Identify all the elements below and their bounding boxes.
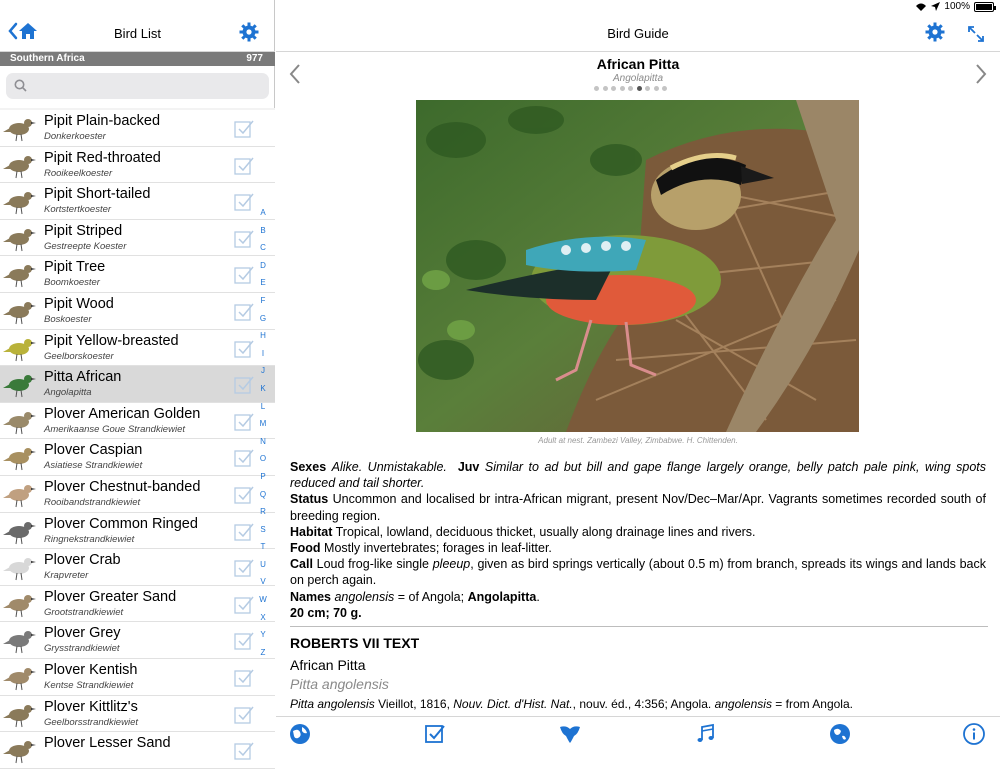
bird-list-row[interactable]: [0, 732, 275, 769]
bird-icon[interactable]: [558, 722, 582, 746]
bird-afrikaans-name: Angolapitta: [44, 387, 92, 399]
bird-list-row[interactable]: [0, 256, 275, 293]
checkbox-icon[interactable]: [234, 375, 254, 395]
photo-caption: Adult at nest. Zambezi Valley, Zimbabwe. H. Chittenden.: [538, 436, 738, 445]
bird-thumbnail-icon: [2, 297, 38, 325]
checkbox-icon[interactable]: [234, 631, 254, 651]
bird-guide-navbar: [276, 14, 1000, 52]
bird-common-name: Pipit Plain-backed: [44, 113, 161, 129]
index-letter[interactable]: E: [260, 278, 266, 288]
bird-afrikaans-name: Ringnekstrandkiewiet: [44, 533, 135, 545]
bird-afrikaans-name: Rooikeelkoester: [44, 167, 113, 179]
checkbox-icon[interactable]: [234, 668, 254, 688]
roberts-reference: Pitta angolensis Vieillot, 1816, Nouv. Dict. d'Hist. Nat., nouv. éd., 4:356; Angola. angolensis = from Angola.: [290, 697, 853, 711]
names-afrikaans: Angolapitta: [467, 589, 537, 604]
index-letter[interactable]: J: [261, 366, 265, 376]
bird-thumbnail-icon: [2, 334, 38, 362]
roberts-scientific-name: Pitta angolensis: [290, 676, 389, 692]
bird-list-row[interactable]: [0, 330, 275, 367]
call-sound: pleeup: [432, 557, 471, 572]
index-letter[interactable]: Z: [260, 647, 266, 657]
checkbox-icon[interactable]: [234, 156, 254, 176]
index-letter[interactable]: U: [260, 559, 266, 569]
index-letter[interactable]: V: [260, 577, 266, 587]
index-letter[interactable]: C: [260, 243, 266, 253]
bird-thumbnail-icon: [2, 151, 38, 179]
index-letter[interactable]: F: [260, 295, 266, 305]
page-dot[interactable]: [611, 86, 616, 91]
bird-list-row[interactable]: [0, 403, 275, 440]
bird-list: [0, 113, 275, 752]
checklist-icon[interactable]: [423, 722, 447, 746]
bird-thumbnail-icon: [2, 187, 38, 215]
page-dot[interactable]: [645, 86, 650, 91]
status-label: Status: [290, 492, 329, 507]
bird-afrikaans-name: Grysstrandkiewiet: [44, 643, 120, 655]
bird-thumbnail-icon: [2, 663, 38, 691]
bird-list-row[interactable]: [0, 183, 275, 220]
info-icon[interactable]: [962, 722, 986, 746]
bird-afrikaans-name: Grootstrandkiewiet: [44, 606, 124, 618]
bird-common-name: Plover Greater Sand: [44, 588, 177, 605]
bird-guide-title: Bird Guide: [607, 26, 669, 41]
map-globe-icon[interactable]: [828, 722, 852, 746]
page-dot[interactable]: [637, 86, 642, 91]
bird-list-row[interactable]: [0, 659, 275, 696]
bird-list-row[interactable]: [0, 696, 275, 733]
settings-gear-icon[interactable]: [925, 22, 945, 42]
species-description: Sexes Alike. Unmistakable. Juv Similar to ad but bill and gape flange largely orange, belly patch pale pink, wing spots reduced and tail shorter. Status Uncommon and localised br intra-African migrant, present Nov/Dec–Mar/Apr. Vagrants sometimes recorded south of breeding region. Habitat Tropical, lowland, deciduous thicket, usually along drainage lines and rivers. Food Mostly invertebrates; forages in leaf-litter. Call Loud frog-like single pleeup, given as bird springs vertically (about 0.5 m) from branch, spreads its wings and lands back on perch again. Names angolensis = of Angola; Angolapitta. 20 cm; 70 g.: [290, 460, 987, 620]
battery-percent: 100%: [944, 1, 970, 12]
bird-afrikaans-name: Rooibandstrandkiewiet: [44, 496, 141, 508]
index-letter[interactable]: O: [259, 454, 267, 464]
bird-list-row[interactable]: [0, 622, 275, 659]
bird-afrikaans-name: Boomkoester: [44, 277, 100, 289]
bird-thumbnail-icon: [2, 736, 38, 764]
bird-thumbnail-icon: [2, 626, 38, 654]
roberts-heading: ROBERTS VII TEXT: [290, 635, 420, 651]
index-letter[interactable]: G: [259, 313, 267, 323]
bird-list-title: Bird List: [114, 26, 161, 41]
bird-afrikaans-name: Asiatiese Strandkiewiet: [44, 460, 143, 472]
bird-thumbnail-icon: [2, 517, 38, 545]
bird-common-name: Plover Common Ringed: [44, 515, 198, 532]
bird-list-row[interactable]: [0, 220, 275, 257]
bird-common-name: Plover Caspian: [44, 442, 143, 459]
bird-thumbnail-icon: [2, 224, 38, 252]
bird-afrikaans-name: Kentse Strandkiewiet: [44, 679, 134, 691]
bird-list-row[interactable]: [0, 476, 275, 513]
bird-common-name: Plover Crab: [44, 552, 121, 569]
checkbox-icon[interactable]: [234, 595, 254, 615]
bird-guide-pane: [276, 0, 1000, 750]
section-divider: [290, 626, 988, 627]
index-letter[interactable]: Y: [260, 630, 266, 640]
names-latin: angolensis: [334, 589, 395, 604]
bird-common-name: Plover Grey: [44, 625, 121, 642]
habitat-text: Tropical, lowland, deciduous thicket, usually along drainage lines and rivers.: [335, 524, 756, 539]
checkbox-icon[interactable]: [234, 705, 254, 725]
habitat-label: Habitat: [290, 524, 333, 539]
region-bar[interactable]: [0, 52, 275, 66]
bird-afrikaans-name: Boskoester: [44, 313, 92, 325]
page-dot[interactable]: [603, 86, 608, 91]
index-letter[interactable]: M: [259, 419, 267, 429]
bird-list-pane: [0, 0, 275, 750]
bird-name: African Pitta: [596, 56, 680, 72]
bird-list-row[interactable]: [0, 147, 275, 184]
juv-text: Similar to ad but bill and gape flange largely orange, belly patch pale pink, wing spots reduced and tail shorter.: [290, 460, 986, 491]
roberts-common-name: African Pitta: [290, 657, 366, 673]
bird-afrikaans-name: Amerikaanse Goue Strandkiewiet: [44, 423, 185, 435]
names-text: = of Angola;: [394, 589, 468, 604]
alphabet-index[interactable]: [256, 204, 270, 661]
page-dot[interactable]: [594, 86, 599, 91]
bird-thumbnail-icon: [2, 443, 38, 471]
bottom-toolbar: [276, 716, 1000, 750]
checkbox-icon[interactable]: [234, 119, 254, 139]
sexes-text: Alike. Unmistakable.: [331, 460, 447, 474]
checkbox-icon[interactable]: [234, 741, 254, 761]
call-text: Loud frog-like single: [316, 557, 429, 572]
checkbox-icon[interactable]: [234, 448, 254, 468]
page-indicator[interactable]: [594, 86, 667, 91]
bird-photo[interactable]: [416, 100, 859, 432]
index-letter[interactable]: Q: [259, 489, 267, 499]
index-letter[interactable]: R: [260, 507, 266, 517]
bird-afrikaans-name: Gestreepte Koester: [44, 240, 127, 252]
checkbox-icon[interactable]: [234, 339, 254, 359]
index-letter[interactable]: P: [260, 471, 266, 481]
bird-list-row[interactable]: [0, 549, 275, 586]
bird-common-name: Plover Kentish: [44, 661, 138, 678]
search-icon: [14, 79, 27, 92]
juv-label: Juv: [457, 460, 480, 474]
bird-common-name: Pipit Yellow-breasted: [44, 332, 179, 349]
bird-thumbnail-icon: [2, 260, 38, 288]
checkbox-icon[interactable]: [234, 485, 254, 505]
pitta-photo-illustration: [416, 100, 859, 432]
index-letter[interactable]: I: [261, 348, 265, 358]
bird-afrikaans-name: Geelborsstrandkiewiet: [44, 716, 138, 728]
settings-gear-icon[interactable]: [239, 22, 259, 42]
globe-icon[interactable]: [288, 722, 312, 746]
index-letter[interactable]: T: [260, 542, 266, 552]
bird-common-name: Plover Lesser Sand: [44, 735, 171, 752]
food-label: Food: [290, 541, 321, 556]
bird-afrikaans-name: Angolapitta: [612, 73, 664, 84]
page-dot[interactable]: [620, 86, 625, 91]
bird-afrikaans-name: Kortstertkoester: [44, 204, 112, 216]
bird-afrikaans-name: Krapvreter: [44, 570, 89, 582]
page-dot[interactable]: [628, 86, 633, 91]
index-letter[interactable]: W: [259, 595, 267, 605]
bird-common-name: Pipit Tree: [44, 259, 106, 276]
bird-thumbnail-icon: [2, 700, 38, 728]
bird-afrikaans-name: Geelborskoester: [44, 350, 114, 362]
bird-thumbnail-icon: [2, 114, 38, 142]
page-dot[interactable]: [654, 86, 659, 91]
bird-thumbnail-icon: [2, 407, 38, 435]
bird-common-name: Plover American Golden: [44, 405, 201, 422]
checkbox-icon[interactable]: [234, 302, 254, 322]
call-text-rest: , given as bird springs vertically (about 0.5 m) from branch, spreads its wings and lands back on perch again.: [290, 557, 987, 588]
names-label: Names: [290, 589, 331, 604]
region-name: Southern Africa: [10, 53, 85, 64]
checkbox-icon[interactable]: [234, 522, 254, 542]
index-letter[interactable]: L: [260, 401, 266, 411]
bird-thumbnail-icon: [2, 370, 38, 398]
bird-thumbnail-icon: [2, 590, 38, 618]
index-letter[interactable]: S: [260, 524, 266, 534]
bird-common-name: Plover Kittlitz's: [44, 698, 138, 715]
index-letter[interactable]: D: [260, 260, 266, 270]
bird-list-row[interactable]: [0, 513, 275, 550]
checkbox-icon[interactable]: [234, 265, 254, 285]
sexes-label: Sexes: [290, 460, 327, 474]
bird-common-name: Pipit Red-throated: [44, 149, 161, 166]
species-count: 977: [246, 53, 263, 64]
index-letter[interactable]: N: [260, 436, 266, 446]
bird-list-row[interactable]: [0, 586, 275, 623]
bird-thumbnail-icon: [2, 480, 38, 508]
food-text: Mostly invertebrates; forages in leaf-litter.: [324, 541, 552, 556]
music-icon[interactable]: [693, 722, 717, 746]
search-field[interactable]: [6, 73, 269, 99]
index-letter[interactable]: K: [260, 383, 266, 393]
status-text: Uncommon and localised br intra-African migrant, present Nov/Dec–Mar/Apr. Vagrants sometimes recorded south of breeding region.: [290, 492, 986, 523]
bird-list-row[interactable]: [0, 439, 275, 476]
index-letter[interactable]: H: [260, 331, 266, 341]
checkbox-icon[interactable]: [234, 229, 254, 249]
bird-common-name: Pipit Striped: [44, 222, 123, 239]
bird-common-name: Pipit Short-tailed: [44, 186, 151, 203]
bird-common-name: Plover Chestnut-banded: [44, 478, 201, 495]
bird-list-row[interactable]: [0, 110, 275, 147]
bird-list-row[interactable]: [0, 366, 275, 403]
bird-list-row[interactable]: [0, 293, 275, 330]
bird-common-name: Pitta African: [44, 369, 122, 386]
bird-list-navbar: [0, 14, 275, 52]
checkbox-icon[interactable]: [234, 412, 254, 432]
index-letter[interactable]: X: [260, 612, 266, 622]
checkbox-icon[interactable]: [234, 558, 254, 578]
page-dot[interactable]: [662, 86, 667, 91]
call-label: Call: [290, 557, 313, 572]
size-weight: 20 cm; 70 g.: [290, 605, 362, 620]
checkbox-icon[interactable]: [234, 192, 254, 212]
bird-afrikaans-name: Donkerkoester: [44, 131, 106, 142]
index-letter[interactable]: A: [260, 208, 266, 217]
bird-thumbnail-icon: [2, 553, 38, 581]
index-letter[interactable]: B: [260, 225, 266, 235]
expand-icon[interactable]: [966, 24, 986, 44]
bird-common-name: Pipit Wood: [44, 295, 114, 312]
